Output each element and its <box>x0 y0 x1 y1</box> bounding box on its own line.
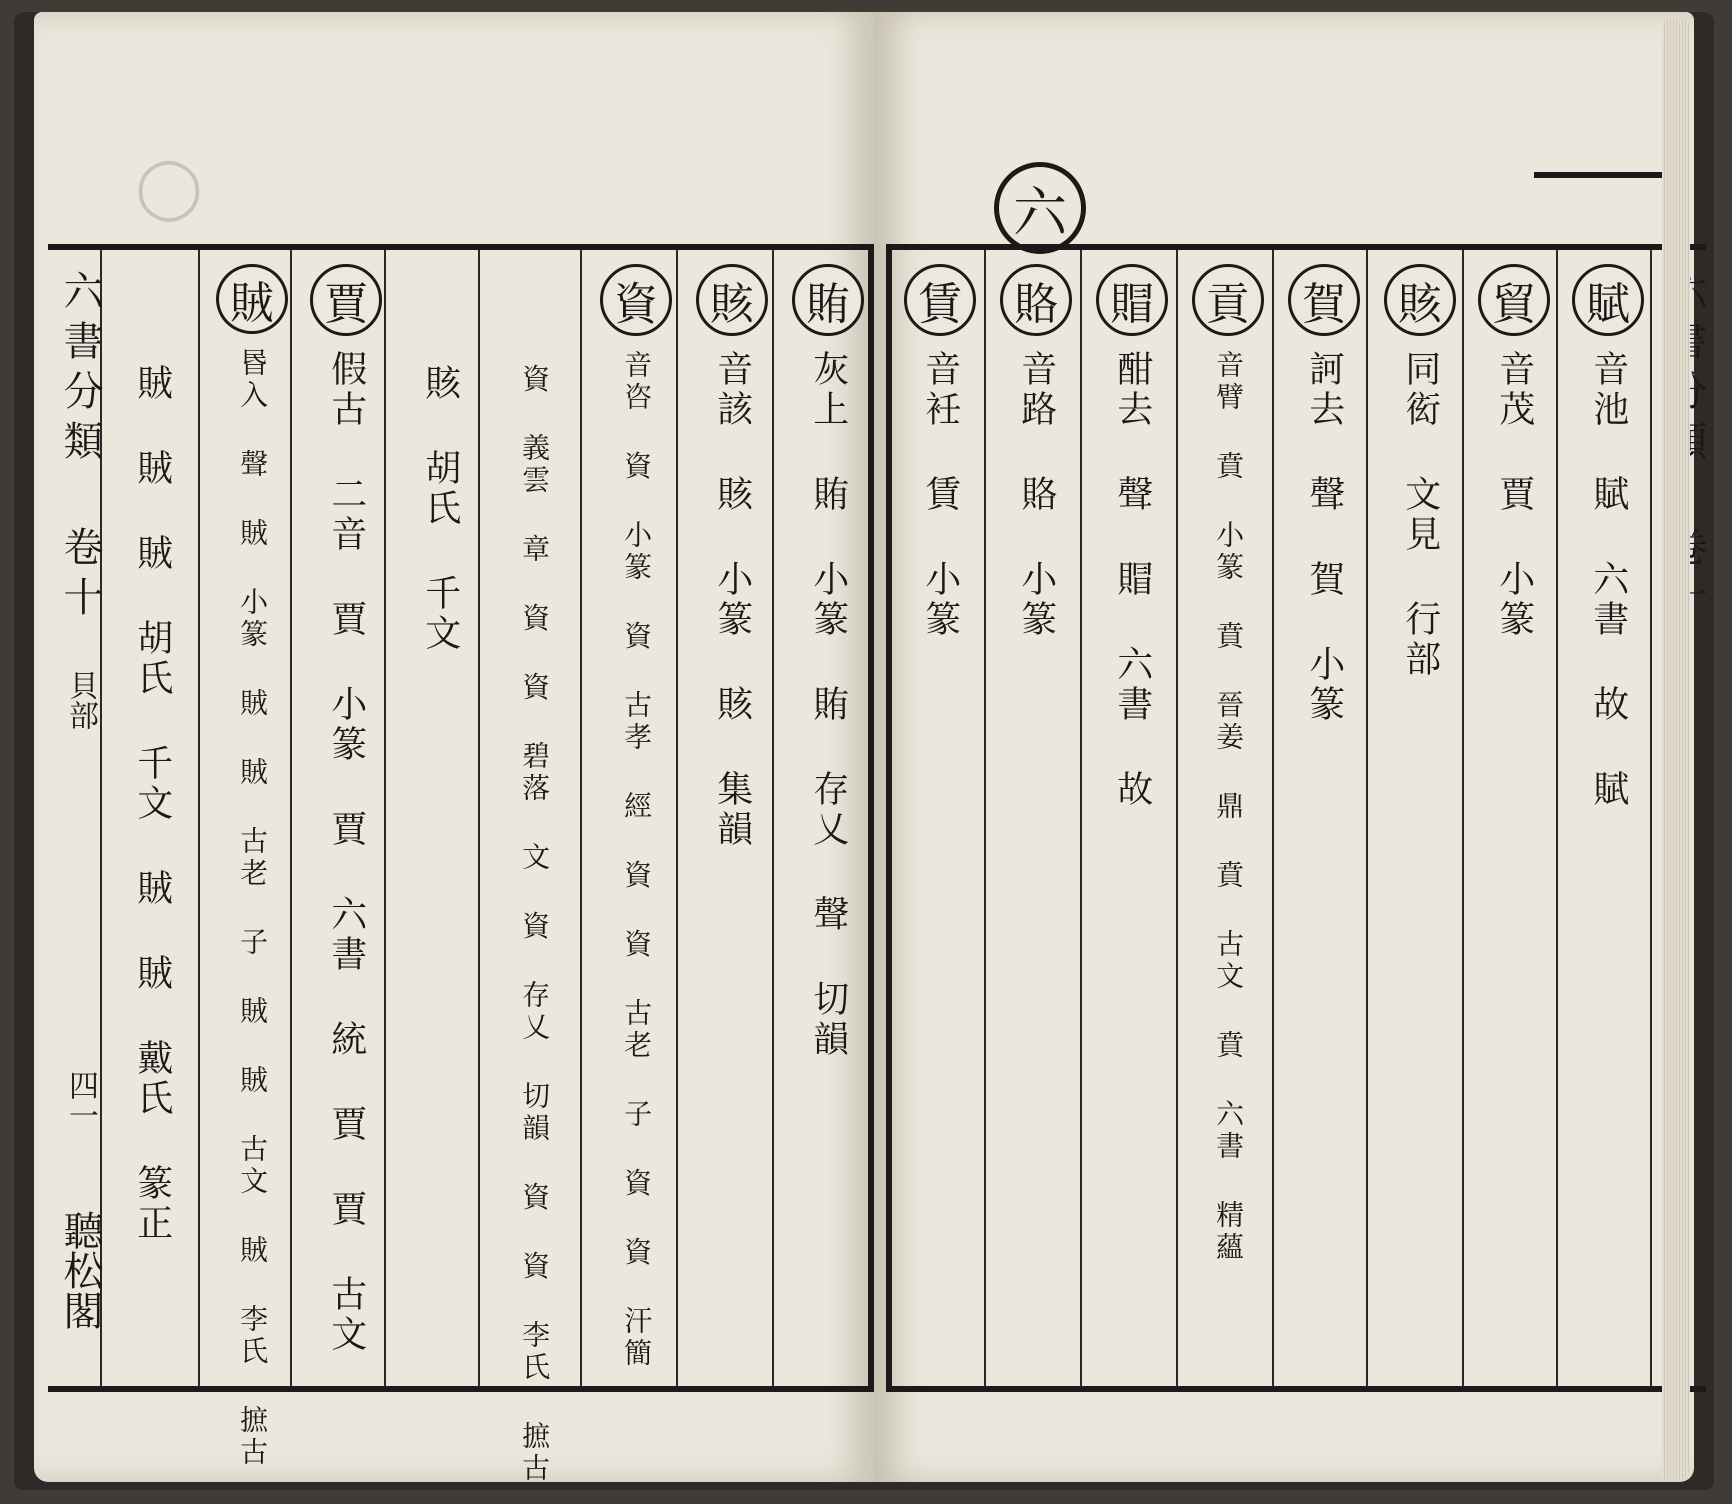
entry-text: 音咨 資 小篆 資 古孝 經 資 資 古老 子 資 資 汗簡 <box>620 350 654 1370</box>
head-character: 賃 <box>904 264 976 336</box>
entry-text: 假古 二音 賈 小篆 賈 六書 統 賈 賈 古文 <box>325 350 367 1355</box>
head-character: 賄 <box>792 264 864 336</box>
left-page <box>34 12 874 1485</box>
entry-text: 賅 胡氏 千文 <box>419 364 461 654</box>
head-character: 賵 <box>1096 264 1168 336</box>
entry-column <box>1092 264 1172 1378</box>
right-page-frame <box>886 244 1706 1392</box>
entry-text: 音池 賦 六書 故 賦 <box>1587 350 1629 810</box>
head-character: 貢 <box>1192 264 1264 336</box>
entry-text: 音臂 賁 小篆 賁 晉姜 鼎 賁 古文 賁 六書 精蘊 <box>1212 350 1246 1264</box>
entry-column <box>400 264 480 1378</box>
column-rule <box>1272 250 1274 1386</box>
head-character: 賂 <box>1000 264 1072 336</box>
head-character: 貿 <box>1478 264 1550 336</box>
entry-column <box>1474 264 1554 1378</box>
entry-column <box>900 264 980 1378</box>
entry-text: 賊 賊 賊 胡氏 千文 賊 賊 戴氏 篆正 <box>131 364 173 1244</box>
entry-text: 同衒 文見 行部 <box>1399 350 1441 680</box>
entry-text: 音路 賂 小篆 <box>1015 350 1057 640</box>
entry-text: 音茂 賈 小篆 <box>1493 350 1535 640</box>
publisher-name: 聽松閣 <box>57 1210 103 1330</box>
head-character: 資 <box>600 264 672 336</box>
head-character: 賊 <box>216 264 288 334</box>
column-rule <box>1462 250 1464 1386</box>
column-rule <box>1366 250 1368 1386</box>
column-rule <box>1556 250 1558 1386</box>
head-character: 賅 <box>696 264 768 336</box>
entry-column <box>1284 264 1364 1378</box>
entry-text: 灰上 賄 小篆 賄 存乂 聲 切韻 <box>807 350 849 1060</box>
right-page <box>874 12 1694 1482</box>
entry-column <box>788 264 868 1378</box>
margin-title: 六書分類 卷十 <box>57 270 103 626</box>
entry-text: 音衽 賃 小篆 <box>919 350 961 640</box>
entry-text: 資 義雲 章 資 資 碧落 文 資 存乂 切韻 資 資 李氏 摭古 <box>518 364 552 1485</box>
entry-column <box>996 264 1076 1378</box>
section-label: 貝部 <box>63 670 98 730</box>
entry-column <box>1380 264 1460 1378</box>
column-rule <box>198 250 200 1386</box>
entry-column <box>212 264 292 1469</box>
open-book <box>14 12 1714 1490</box>
column-rule <box>1080 250 1082 1386</box>
head-character: 賦 <box>1572 264 1644 336</box>
head-character: 賀 <box>1288 264 1360 336</box>
entry-column <box>1568 264 1648 1378</box>
entry-text: 昬入 聲 賊 小篆 賊 賊 古老 子 賊 賊 古文 賊 李氏 摭古 <box>236 348 270 1469</box>
folio-number: 四一 <box>63 1070 98 1130</box>
entry-column <box>1188 264 1268 1378</box>
head-character: 賅 <box>1384 264 1456 336</box>
entry-text: 酣去 聲 賵 六書 故 <box>1111 350 1153 810</box>
column-rule <box>580 250 582 1386</box>
column-rule <box>1176 250 1178 1386</box>
entry-text: 音該 賅 小篆 賅 集韻 <box>711 350 753 850</box>
column-rule <box>772 250 774 1386</box>
entry-column <box>596 264 676 1378</box>
column-rule <box>676 250 678 1386</box>
page-edges <box>1662 20 1690 1480</box>
entry-column <box>692 264 772 1378</box>
column-rule <box>1650 250 1652 1386</box>
entry-column <box>306 264 386 1378</box>
entry-column <box>494 264 574 1485</box>
column-rule <box>984 250 986 1386</box>
head-character: 賈 <box>310 264 382 336</box>
circle-numeral: 六 <box>994 162 1086 254</box>
left-page-frame <box>48 244 874 1485</box>
bleed-through-stamp: ◯ <box>134 152 204 222</box>
entry-column <box>112 264 192 1378</box>
entry-text: 訶去 聲 賀 小篆 <box>1303 350 1345 725</box>
